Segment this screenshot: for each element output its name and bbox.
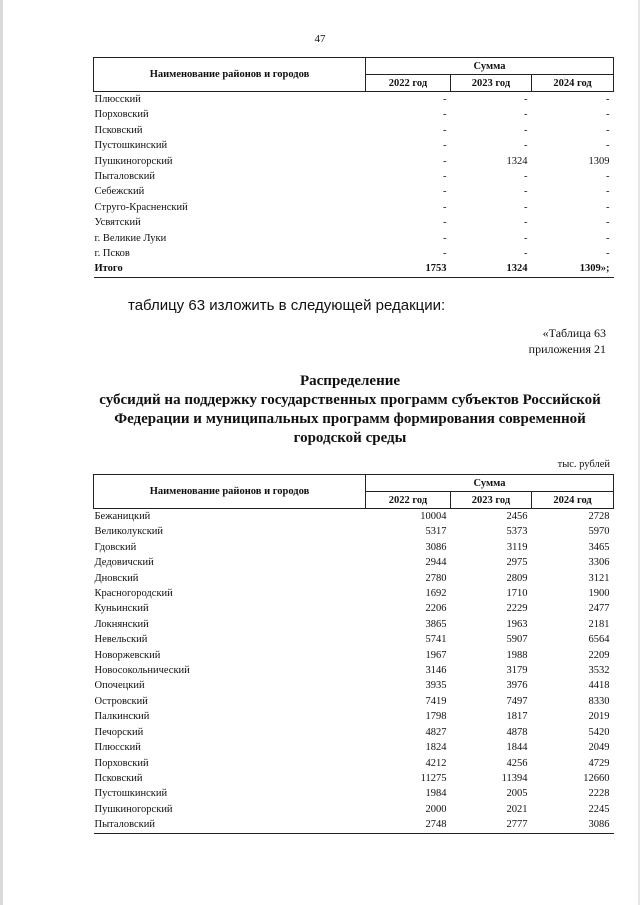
value-2024: 2019 [588,711,610,723]
value-2024: 2049 [588,742,610,754]
district-name: г. Великие Луки [94,232,167,244]
value-2022: - [443,201,447,213]
table-row [94,617,614,632]
value-2023: - [524,201,528,213]
district-name: Островский [94,695,148,707]
table-row [94,817,614,833]
district-name: Пустошкинский [94,788,168,800]
district-name: Красногородский [94,588,173,600]
district-name: Дновский [94,572,139,584]
value-2023: - [524,232,528,244]
value-2023: 2456 [506,511,528,522]
district-name: Пустошкинский [94,140,168,152]
table-body [94,509,614,834]
value-2022: - [443,140,447,152]
value-2023: 7497 [506,695,528,707]
table-row [94,632,614,647]
value-2023: - [524,186,528,198]
table-row [94,215,614,230]
district-name: Новоржевский [94,649,161,661]
table-row [94,107,614,122]
value-2022: 11275 [420,772,447,784]
value-2022: 1824 [425,742,447,754]
value-2022: 10004 [420,511,447,522]
total-row [94,261,614,277]
total-value-2023: 1324 [506,263,528,275]
table-row [94,524,614,539]
value-2024: - [606,109,610,121]
heading-line-1: Распределение [299,373,401,389]
value-2022: - [443,124,447,136]
value-2024: 8330 [588,695,610,707]
table-row [94,663,614,678]
value-2022: 3146 [425,665,447,677]
value-2022: - [443,248,447,260]
table-row [94,200,614,215]
value-2022: 2780 [425,572,447,584]
value-2023: 3976 [506,680,528,692]
value-2022: 7419 [425,695,447,707]
value-2024: 3465 [588,541,610,553]
table-row [94,231,614,246]
column-header-sum: Сумма [366,58,614,75]
district-name: Порховский [94,109,149,121]
value-2024: 2477 [588,603,610,615]
value-2024: - [606,171,610,183]
district-name: Плюсский [94,742,141,754]
district-name: Локнянский [94,618,149,630]
instruction-text: таблицу 63 изложить в следующей редакции: [128,297,446,314]
table-row [94,771,614,786]
table-row [94,740,614,755]
value-2023: - [524,94,528,105]
district-name: Великолукский [94,526,164,538]
district-name: Гдовский [94,541,137,553]
value-2023: 2975 [506,557,528,569]
value-2022: - [443,171,447,183]
table-row [94,509,614,525]
table-body [94,92,614,278]
value-2024: - [606,140,610,152]
value-2023: 2229 [506,603,528,615]
table-caption-number: «Таблица 63 [542,326,606,340]
value-2023: 5907 [506,634,528,646]
value-2024: 4418 [588,680,610,692]
value-2022: - [443,94,447,105]
district-name: Псковский [94,772,143,784]
value-2023: - [524,109,528,121]
heading-line-4: городской среды [293,430,407,446]
value-2023: - [524,124,528,136]
district-name: Пушкиногорский [94,803,173,815]
value-2022: 1692 [425,588,447,600]
scan-edge-left [0,0,3,905]
value-2024: - [606,248,610,260]
table-row [94,694,614,709]
value-2024: - [606,201,610,213]
value-2023: 11394 [501,772,528,784]
district-name: Себежский [94,186,145,198]
value-2022: - [443,109,447,121]
value-2022: 3086 [425,541,447,553]
units-label: тыс. рублей [557,459,610,470]
value-2024: 2245 [588,803,610,815]
total-value-2024: 1309»; [579,263,610,275]
value-2024: 3121 [588,572,610,584]
table-row [94,725,614,740]
value-2024: - [606,186,610,198]
value-2023: 2777 [506,819,528,831]
total-label: Итого [94,263,123,275]
value-2022: 1967 [425,649,447,661]
value-2023: 2021 [506,803,528,815]
district-name: Бежаницкий [94,511,151,522]
value-2023: 1324 [506,155,528,167]
table-caption [529,325,606,357]
table-row [94,154,614,169]
value-2022: 1984 [425,788,447,800]
value-2022: - [443,217,447,229]
table-caption-appendix: приложения 21 [528,342,606,356]
column-header-2023: 2023 год [451,492,532,509]
value-2022: 3865 [425,618,447,630]
column-header-2022: 2022 год [366,492,451,509]
district-name: Куньинский [94,603,149,615]
value-2022: 5741 [425,634,447,646]
value-2024: 4729 [588,757,610,769]
column-header-2024: 2024 год [532,75,614,92]
value-2023: 1844 [506,742,528,754]
value-2023: - [524,140,528,152]
district-name: Дедовичский [94,557,154,569]
value-2024: 1900 [588,588,610,600]
value-2022: - [443,186,447,198]
total-value-2022: 1753 [425,263,447,275]
district-name: Плюсский [94,94,141,105]
value-2024: 2228 [588,788,610,800]
value-2024: 5970 [588,526,610,538]
value-2022: 4827 [425,726,447,738]
value-2024: - [606,232,610,244]
value-2023: 3179 [506,665,528,677]
value-2022: - [443,155,447,167]
value-2024: 3306 [588,557,610,569]
value-2023: 4256 [506,757,528,769]
column-header-name: Наименование районов и городов [94,58,366,92]
district-name: Порховский [94,757,149,769]
table-row [94,786,614,801]
table-row [94,586,614,601]
value-2022: - [443,232,447,244]
table-row [94,571,614,586]
district-name: Невельский [94,634,148,646]
value-2024: - [606,94,610,105]
value-2024: 5420 [588,726,610,738]
value-2024: 2209 [588,649,610,661]
table-heading [60,372,640,448]
table-row [94,601,614,616]
table-row [94,540,614,555]
column-header-2024: 2024 год [532,492,614,509]
district-name: Псковский [94,124,143,136]
column-header-sum: Сумма [366,475,614,492]
value-2023: - [524,248,528,260]
value-2023: 2005 [506,788,528,800]
district-name: Струго-Красненский [94,201,188,213]
table-row [94,92,614,108]
table-subsidies-continued [93,57,614,278]
value-2024: 2181 [588,618,610,630]
value-2022: 2000 [425,803,447,815]
district-name: Пушкиногорский [94,155,173,167]
value-2024: 1309 [588,155,610,167]
table-row [94,802,614,817]
district-name: Пыталовский [94,171,155,183]
heading-line-3: Федерации и муниципальных программ формирования современной [114,411,586,427]
district-name: г. Псков [94,248,130,260]
value-2022: 3935 [425,680,447,692]
table-row [94,648,614,663]
value-2023: - [524,217,528,229]
value-2023: 1710 [506,588,528,600]
value-2023: 1963 [506,618,528,630]
value-2023: 5373 [506,526,528,538]
value-2022: 2944 [425,557,447,569]
value-2024: 12660 [583,772,610,784]
value-2023: 1817 [506,711,528,723]
table-row [94,169,614,184]
value-2024: 2728 [588,511,610,522]
district-name: Печорский [94,726,144,738]
value-2024: 6564 [588,634,610,646]
table-row [94,123,614,138]
page-number: 47 [314,33,326,45]
table-row [94,709,614,724]
value-2022: 1798 [425,711,447,723]
district-name: Усвятский [94,217,141,229]
table-row [94,756,614,771]
value-2022: 2206 [425,603,447,615]
value-2023: 4878 [506,726,528,738]
column-header-name: Наименование районов и городов [94,475,366,509]
column-header-2022: 2022 год [366,75,451,92]
district-name: Палкинский [94,711,150,723]
value-2024: 3532 [588,665,610,677]
column-header-2023: 2023 год [451,75,532,92]
table-row [94,678,614,693]
district-name: Новосокольнический [94,665,190,677]
value-2024: 3086 [588,819,610,831]
value-2023: 2809 [506,572,528,584]
value-2023: 1988 [506,649,528,661]
value-2022: 4212 [425,757,447,769]
value-2022: 2748 [425,819,447,831]
heading-line-2: субсидий на поддержку государственных программ субъектов Российской [99,392,601,408]
table-row [94,138,614,153]
district-name: Пыталовский [94,819,155,831]
value-2023: - [524,171,528,183]
district-name: Опочецкий [94,680,145,692]
table-row [94,555,614,570]
table-subsidies-63 [93,474,614,834]
table-row [94,246,614,261]
value-2024: - [606,217,610,229]
value-2022: 5317 [425,526,447,538]
table-row [94,184,614,199]
value-2023: 3119 [506,541,528,553]
value-2024: - [606,124,610,136]
